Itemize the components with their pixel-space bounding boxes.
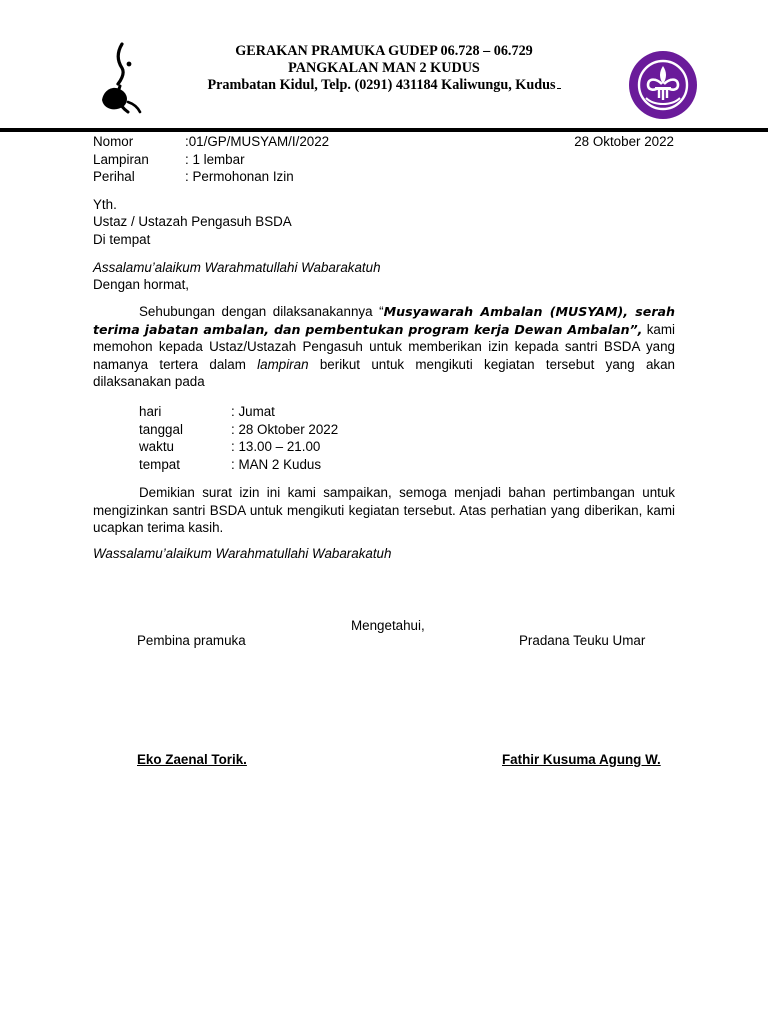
right-signatory-name: Fathir Kusuma Agung W. [502, 752, 661, 767]
detail-tempat-label: tempat [139, 457, 180, 472]
closing-salam: Wassalamu’alaikum Warahmatullahi Wabarakatuh [93, 546, 392, 561]
opening-hormat: Dengan hormat, [93, 277, 190, 292]
p1-middle: kami memohon kepada Ustaz/Ustazah Pengasuh untuk memberikan izin kepada santri BSDA yang namanya tertera dalam [93, 321, 675, 372]
perihal-label: Perihal [93, 169, 135, 184]
recipient-name: Ustaz / Ustazah Pengasuh BSDA [93, 214, 292, 229]
letterhead-divider [0, 128, 768, 132]
lampiran-label: Lampiran [93, 152, 149, 167]
left-signatory-role: Pembina pramuka [137, 633, 246, 648]
p2-text: Demikian surat izin ini kami sampaikan, semoga menjadi bahan pertimbangan untuk mengizinkan santri BSDA untuk mengikuti kegiatan tersebut. Atas perhatian yang diberikan, kami ucapkan terima kasih. [93, 485, 675, 536]
detail-tanggal-label: tanggal [139, 422, 183, 437]
letterhead-organization: GERAKAN PRAMUKA GUDEP 06.728 – 06.729 [235, 43, 533, 59]
address-underline [557, 88, 561, 89]
tunas-kelapa-logo-icon [98, 42, 144, 114]
p1-event-name: Musyawarah Ambalan (MUSYAM), serah terima jabatan ambalan, dan pembentukan program kerja Dewan Ambalan”, [93, 304, 675, 337]
perihal-value: : Permohonan Izin [185, 169, 294, 184]
nomor-value: :01/GP/MUSYAM/I/2022 [185, 134, 330, 149]
lampiran-value: : 1 lembar [185, 152, 245, 167]
detail-tempat-value: : MAN 2 Kudus [231, 457, 322, 472]
p1-intro: Sehubungan dengan dilaksanakannya “ [139, 304, 384, 319]
recipient-place: Di tempat [93, 232, 151, 247]
p1-lampiran: lampiran [257, 356, 309, 372]
detail-tanggal-value: : 28 Oktober 2022 [231, 422, 339, 437]
body-paragraph-request [93, 303, 675, 391]
detail-hari-label: hari [139, 404, 162, 419]
left-signatory-name: Eko Zaenal Torik. [137, 752, 247, 767]
opening-salam: Assalamu’alaikum Warahmatullahi Wabarakatuh [93, 260, 381, 275]
recipient-yth: Yth. [93, 197, 117, 212]
right-signatory-role: Pradana Teuku Umar [519, 633, 646, 648]
letterhead-address [150, 77, 618, 94]
letter-date: 28 Oktober 2022 [574, 134, 674, 149]
world-scout-emblem-icon [626, 50, 700, 120]
letterhead-address-text: Prambatan Kidul, Telp. (0291) 431184 Kaliwungu, Kudus [207, 77, 556, 93]
body-paragraph-closing [93, 484, 675, 537]
letterhead-base: PANGKALAN MAN 2 KUDUS [288, 60, 480, 76]
detail-waktu-value: : 13.00 – 21.00 [231, 439, 321, 454]
mengetahui-label: Mengetahui, [351, 618, 425, 633]
p1-end: berikut untuk mengikuti kegiatan tersebut yang akan dilaksanakan pada [93, 356, 675, 390]
nomor-label: Nomor [93, 134, 134, 149]
detail-hari-value: : Jumat [231, 404, 275, 419]
detail-waktu-label: waktu [139, 439, 174, 454]
